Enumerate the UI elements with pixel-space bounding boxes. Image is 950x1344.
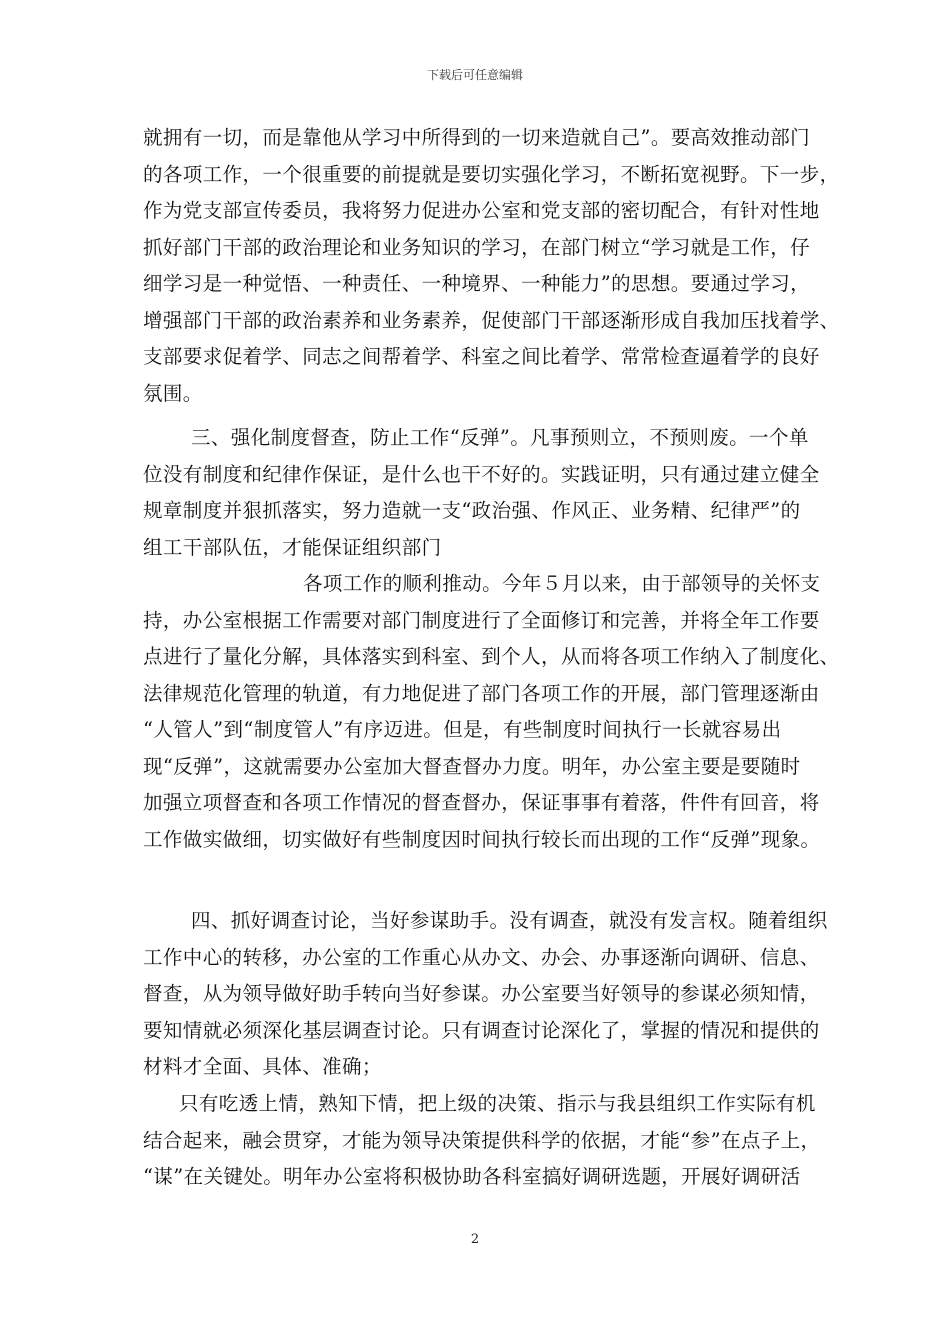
- text-line: 规章制度并狠抓落实，努力造就一支“政治强、作风正、业务精、纪律严”的: [143, 499, 801, 522]
- text-line: 抓好部门干部的政治理论和业务知识的学习，在部门树立“学习就是工作，仔: [143, 235, 811, 259]
- text-line: 四、抓好调查讨论，当好参谋助手。没有调查，就没有发言权。随着组织: [191, 909, 828, 932]
- paragraph-2: [143, 420, 820, 566]
- text-line: 现“反弹”，这就需要办公室加大督查督办力度。明年，办公室主要是要随时: [143, 754, 801, 778]
- text-line: 法律规范化管理的轨道，有力地促进了部门各项工作的开展，部门管理逐渐由: [143, 681, 820, 705]
- paragraph-5: [143, 1086, 821, 1196]
- paragraph-3: [143, 566, 840, 858]
- text-line: 只有吃透上情，熟知下情，把上级的决策、指示与我县组织工作实际有机: [179, 1092, 816, 1115]
- text-line: 就拥有一切，而是靠他从学习中所得到的一切来造就自己”。要高效推动部门: [143, 126, 811, 149]
- page-number: 2: [470, 1232, 480, 1247]
- text-line: 氛围。: [143, 381, 203, 405]
- text-line: 细学习是一种觉悟、一种责任、一种境界、一种能力”的思想。要通过学习，: [143, 272, 811, 295]
- text-line: 工作做实做细，切实做好有些制度因时间执行较长而出现的工作“反弹”现象。: [143, 827, 821, 851]
- paragraph-4: [143, 903, 828, 1086]
- text-line: 三、强化制度督查，防止工作“反弹”。凡事预则立，不预则废。一个单: [191, 426, 809, 449]
- page-header: 下载后可任意编辑: [426, 68, 523, 82]
- text-line: 点进行了量化分解，具体落实到科室、到个人，从而将各项工作纳入了制度化、: [143, 645, 840, 668]
- text-line: 各项工作的顺利推动。今年５月以来，由于部领导的关怀支: [303, 572, 821, 595]
- text-line: “谋”在关键处。明年办公室将积极协助各科室搞好调研选题，开展好调研活: [143, 1165, 801, 1188]
- text-line: 位没有制度和纪律作保证，是什么也干不好的。实践证明，只有通过建立健全: [143, 462, 820, 486]
- text-line: 工作中心的转移，办公室的工作重心从办文、办会、办事逐渐向调研、信息、: [143, 945, 820, 969]
- text-line: 材料才全面、具体、准确；: [143, 1055, 382, 1078]
- text-line: 支部要求促着学、同志之间帮着学、科室之间比着学、常常检查逼着学的良好: [143, 345, 820, 368]
- text-line: 督查，从为领导做好助手转向当好参谋。办公室要当好领导的参谋必须知情，: [143, 982, 820, 1005]
- text-line: 的各项工作，一个很重要的前提就是要切实强化学习，不断拓宽视野。下一步，: [143, 162, 840, 186]
- text-line: “人管人”到“制度管人”有序迈进。但是，有些制度时间执行一长就容易出: [143, 718, 782, 741]
- text-line: 加强立项督查和各项工作情况的督查督办，保证事事有着落，件件有回音，将: [143, 791, 820, 814]
- text-line: 组工干部队伍，才能保证组织部门: [143, 535, 442, 559]
- paragraph-1: [143, 120, 840, 412]
- text-line: 结合起来，融会贯穿，才能为领导决策提供科学的依据，才能“参”在点子上，: [143, 1128, 821, 1152]
- text-line: 作为党支部宣传委员，我将努力促进办公室和党支部的密切配合，有针对性地: [143, 199, 820, 222]
- text-line: 持，办公室根据工作需要对部门制度进行了全面修订和完善，并将全年工作要: [143, 608, 820, 632]
- text-line: 增强部门干部的政治素养和业务素养，促使部门干部逐渐形成自我加压找着学、: [143, 308, 840, 332]
- text-line: 要知情就必须深化基层调查讨论。只有调查讨论深化了，掌握的情况和提供的: [143, 1018, 820, 1042]
